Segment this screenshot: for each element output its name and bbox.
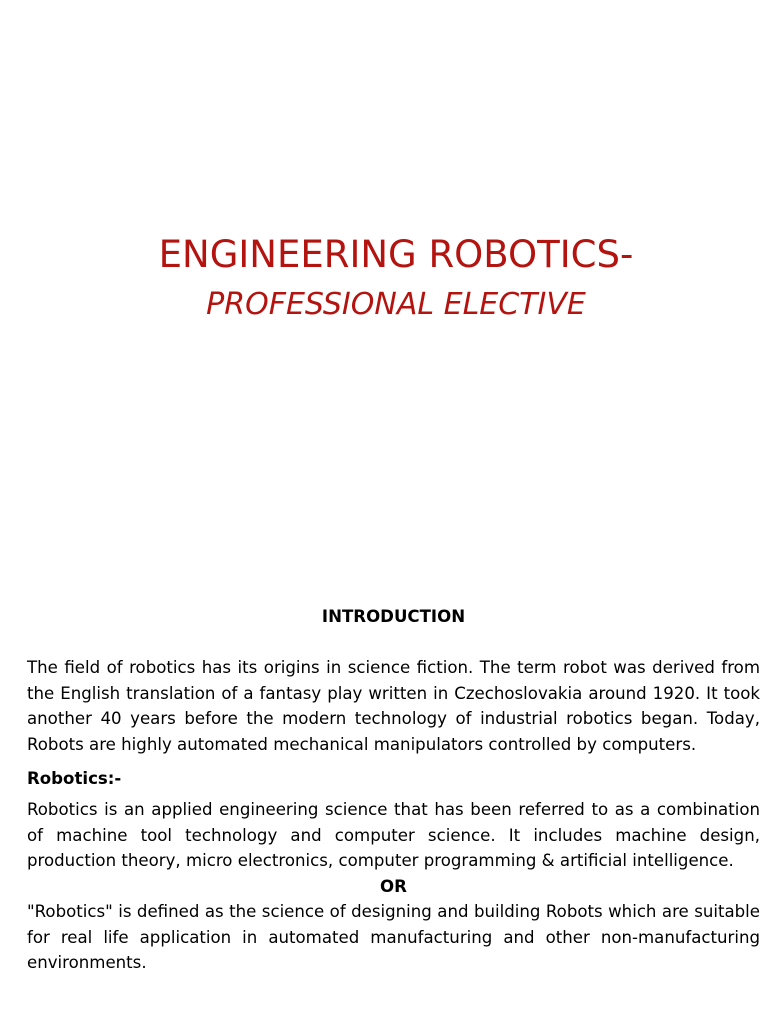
- introduction-paragraph: The field of robotics has its origins in science fiction. The term robot was derived from the English translation of a fantasy play written in Czechoslovakia around 1920. It took another 40 years before the modern technology of industrial robotics began. Today, Robots are highly automated mechanical manipulators controlled by computers.: [27, 658, 760, 754]
- robotics-definition: Robotics is an applied engineering science that has been referred to as a combination of machine tool technology and computer science. It includes machine design, production theory, micro electronics, computer programming & artificial intelligence.: [27, 800, 760, 870]
- or-separator: OR: [380, 876, 407, 896]
- document-body: [27, 600, 760, 976]
- robotics-alternate-definition: "Robotics" is defined as the science of designing and building Robots which are suitable for real life application in automated manufacturing and other non-manufacturing environments.: [27, 902, 760, 972]
- introduction-heading: INTRODUCTION: [321, 607, 466, 626]
- subtitle: PROFESSIONAL ELECTIVE: [206, 287, 586, 322]
- robotics-heading: Robotics:-: [27, 769, 122, 788]
- main-title: ENGINEERING ROBOTICS-: [158, 233, 634, 276]
